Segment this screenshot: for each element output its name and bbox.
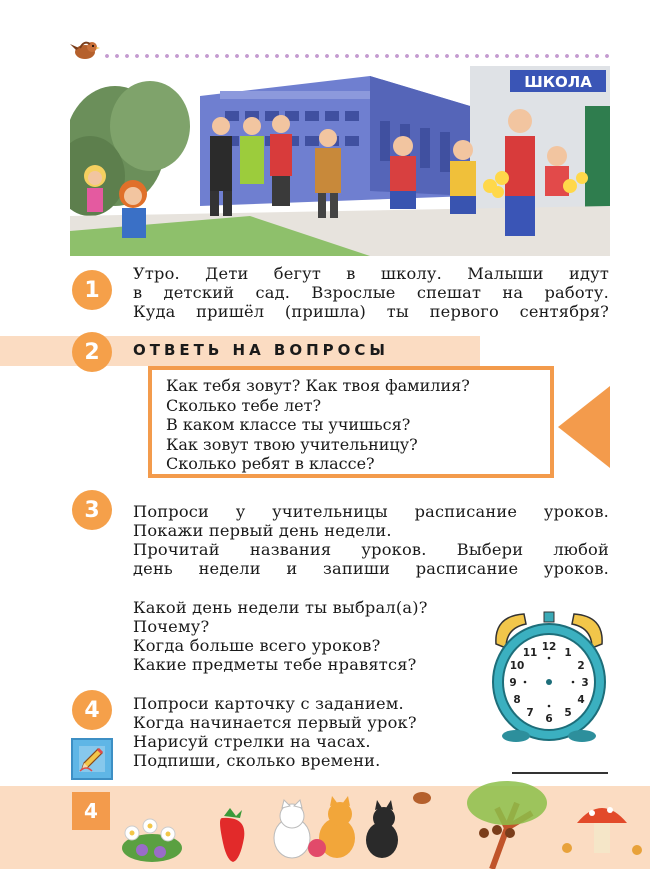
question-line: Как зовут твою учительницу? xyxy=(166,434,418,454)
dotted-divider xyxy=(102,53,612,59)
text-line: в детский сад. Взрослые спешат на работу. xyxy=(133,283,609,302)
exercise-3-questions xyxy=(133,598,428,674)
clock-number: 9 xyxy=(509,677,517,689)
text-line: Попроси карточку с заданием. xyxy=(133,694,404,713)
clock-number: 3 xyxy=(581,677,589,689)
arrow-pointer-icon xyxy=(558,386,610,468)
exercise-4-text xyxy=(133,694,417,770)
question-line: Сколько тебе лет? xyxy=(166,395,322,415)
clock-number: 10 xyxy=(509,660,525,672)
clock-number: 11 xyxy=(522,647,538,659)
section-title: ОТВЕТЬ НА ВОПРОСЫ xyxy=(133,341,389,359)
clock-number: 12 xyxy=(541,641,557,653)
text-line: Утро. Дети бегут в школу. Малыши идут xyxy=(133,264,609,283)
exercise-3-text xyxy=(133,502,609,578)
text-line: Прочитай названия уроков. Выбери любой xyxy=(133,540,609,559)
bird-icon xyxy=(70,38,100,62)
clock-number: 2 xyxy=(577,660,585,672)
question-line: В каком классе ты учишься? xyxy=(166,415,411,434)
question-line: Сколько ребят в классе? xyxy=(166,454,375,473)
pencil-task-icon xyxy=(71,738,113,780)
exercise-1-text xyxy=(133,264,609,321)
clock-number: 6 xyxy=(545,713,553,725)
question-line: Когда больше всего уроков? xyxy=(133,636,381,655)
question-line: Почему? xyxy=(133,617,210,636)
question-line: Как тебя зовут? Как твоя фамилия? xyxy=(166,376,470,395)
text-line: Куда пришёл (пришла) ты первого сентября? xyxy=(133,302,609,321)
answer-line xyxy=(512,772,608,774)
exercise-number-badge: 3 xyxy=(72,490,112,530)
text-line: Покажи первый день недели. xyxy=(133,521,392,540)
clock-number: 4 xyxy=(577,694,585,706)
text-line: Попроси у учительницы расписание уроков. xyxy=(133,502,609,521)
alarm-clock-icon xyxy=(486,606,612,746)
page-number: 4 xyxy=(72,792,110,830)
text-line: Нарисуй стрелки на часах. xyxy=(133,732,371,751)
clock-number: 1 xyxy=(564,647,572,659)
footer-illustration xyxy=(112,778,650,869)
questions-box xyxy=(148,366,554,478)
text-line: Подпиши, сколько времени. xyxy=(133,751,381,770)
school-sign: ШКОЛА xyxy=(524,73,592,91)
clock-number: 5 xyxy=(564,707,572,719)
exercise-number-badge: 2 xyxy=(72,332,112,372)
questions-list xyxy=(166,376,470,474)
text-line: день недели и запиши расписание уроков. xyxy=(133,559,609,578)
question-line: Какие предметы тебе нравятся? xyxy=(133,655,417,674)
clock-number: 8 xyxy=(513,694,521,706)
text-line: Когда начинается первый урок? xyxy=(133,713,417,732)
exercise-number-badge: 4 xyxy=(72,690,112,730)
school-scene-illustration xyxy=(70,66,610,256)
clock-number: 7 xyxy=(526,707,534,719)
exercise-number-badge: 1 xyxy=(72,270,112,310)
question-line: Какой день недели ты выбрал(а)? xyxy=(133,598,428,617)
